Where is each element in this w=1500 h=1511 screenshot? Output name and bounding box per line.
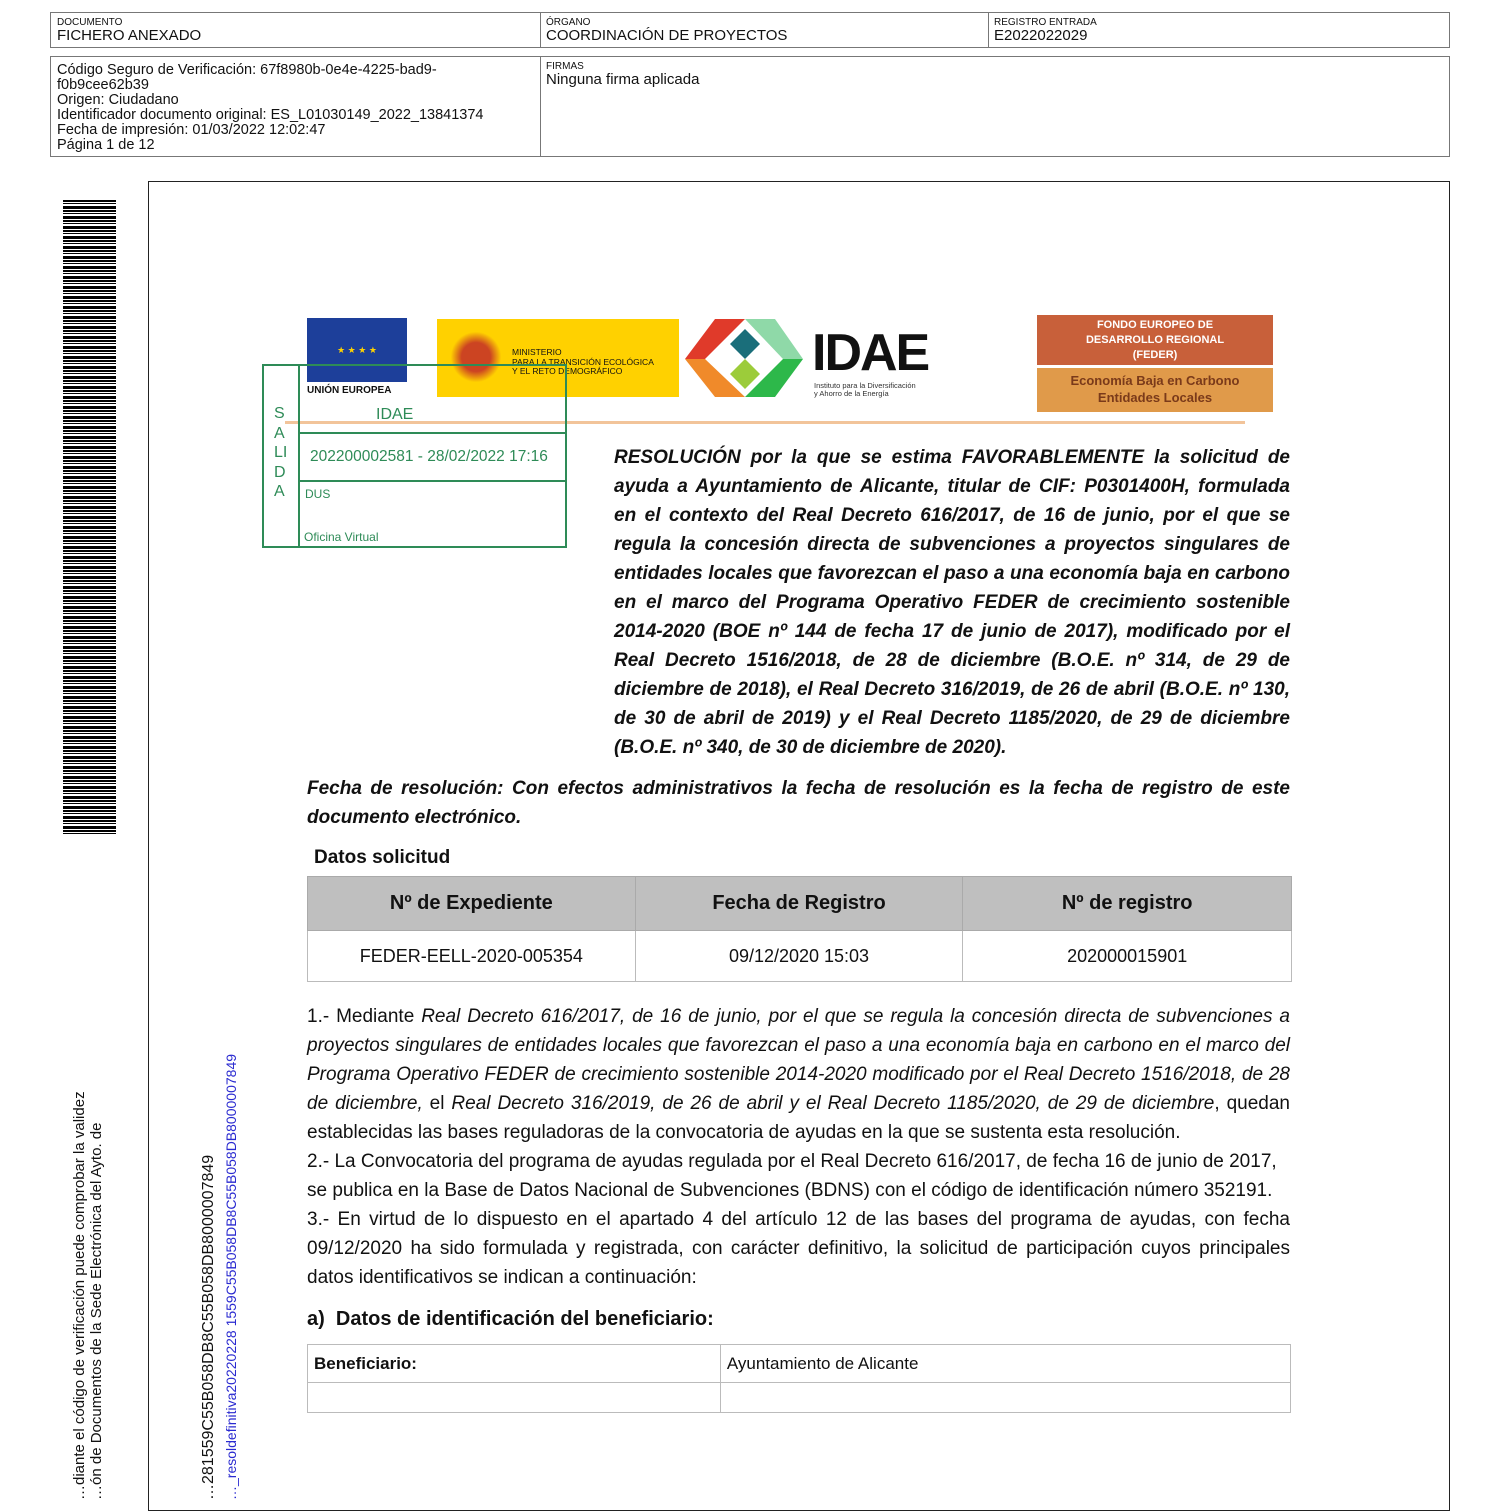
idae-wordmark: IDAE	[812, 324, 929, 382]
identificador: Identificador documento original: ES_L01030149_2022_13841374	[57, 107, 484, 123]
datos-solicitud-table	[307, 876, 1292, 982]
documento-cell	[51, 13, 541, 47]
section-a-title: Datos de identificación del beneficiario:	[335, 1308, 714, 1330]
col-numero-registro: Nº de registro	[963, 877, 1292, 931]
csv-line-1: Código Seguro de Verificación: 67f8980b-0e4e-4225-bad9-	[57, 62, 437, 78]
table-row	[308, 931, 1292, 982]
resolution-title: RESOLUCIÓN por la que se estima FAVORABLEMENTE la solicitud de ayuda a Ayuntamiento de Alicante, titular de CIF: P0301400H, formulada en el contexto del Real Decreto 616/2017, de 16 de junio, por el que se regula la concesión directa de subvenciones a proyectos singulares de entidades locales que favorezcan el paso a una economía baja en carbono en el marco del Programa Operativo FEDER de crecimiento sostenible 2014-2020 (BOE nº 144 de fecha 17 de junio de 2017), modificado por el Real Decreto 1516/2018, de 28 de diciembre (B.O.E. nº 314, de 29 de diciembre de 2018), el Real Decreto 316/2019, de 26 de abril (B.O.E. nº 130, de 30 de abril de 2019) y el Real Decreto 1185/2020, de 29 de diciembre (B.O.E. nº 340, de 30 de diciembre de 2020).	[614, 447, 1290, 758]
col-expediente: Nº de Expediente	[308, 877, 636, 931]
stamp-number: 202200002581 - 28/02/2022 17:16	[310, 448, 548, 465]
idae-logo	[685, 319, 935, 399]
feder-line-5: Entidades Locales	[1097, 390, 1213, 405]
ministerio-line-3: Y EL RETO DEMOGRÁFICO	[512, 366, 623, 376]
stamp-letters: SALIDA	[274, 405, 288, 500]
paragraph-1	[307, 1002, 1290, 1147]
organo-cell	[540, 13, 990, 47]
fecha-resolucion: Fecha de resolución: Con efectos administrativos la fecha de resolución es la fecha de registro de este documento electrónico.	[307, 778, 1290, 828]
csv-cell	[51, 59, 541, 157]
idae-sub-2: y Ahorro de la Energía	[814, 389, 889, 398]
firmas-cell	[540, 57, 705, 91]
fecha-impresion: Fecha de impresión: 01/03/2022 12:02:47	[57, 122, 326, 138]
p1-c: el	[422, 1093, 452, 1114]
section-a-marker: a)	[307, 1308, 325, 1330]
stamp-office: Oficina Virtual	[304, 530, 379, 544]
documento-value: FICHERO ANEXADO	[57, 27, 202, 44]
eu-flag-icon: ★ ★ ★ ★	[307, 318, 407, 382]
firmas-value: Ninguna firma aplicada	[546, 71, 700, 88]
pagina: Página 1 de 12	[57, 137, 155, 153]
organo-label: ÓRGANO	[546, 17, 591, 28]
col-fecha-registro: Fecha de Registro	[635, 877, 963, 931]
paragraph-2: 2.- La Convocatoria del programa de ayudas regulada por el Real Decreto 616/2017, de fecha 16 de junio de 2017, se publica en la Base de Datos Nacional de Subvenciones (BDNS) con el código de identificación número 352191.	[307, 1151, 1277, 1201]
beneficiario-table	[307, 1344, 1291, 1413]
cell-fecha-registro: 09/12/2020 15:03	[635, 931, 963, 982]
verify-text-1: …diante el código de verificación puede comprobar la validez	[71, 1091, 88, 1500]
eu-label: UNIÓN EUROPEA	[307, 385, 392, 396]
p1-d: Real Decreto 316/2019, de 26 de abril y el Real Decreto 1185/2020, de 29 de diciembre	[451, 1093, 1215, 1114]
idae-mark-icon	[685, 319, 803, 399]
p1-b: Real Decreto 616/2017, de 16 de junio, por el que se regula la concesión directa de subvenciones a proyectos singulares de entidades locales que favorezcan el paso a una economía baja en carbono en el marco del Programa Operativo FEDER de crecimiento sostenible 2014-2020 modificado por el Real Decreto 1516/2018, de 28 de diciembre,	[307, 1006, 1290, 1114]
registro-value: E2022022029	[994, 27, 1088, 44]
document-code: …281559C55B058DB8C55B058DB8000007849	[200, 1154, 217, 1500]
stamp-unit: DUS	[305, 487, 331, 501]
beneficiario-value: Ayuntamiento de Alicante	[720, 1345, 1290, 1383]
feder-line-2: DESARROLLO REGIONAL	[1085, 334, 1225, 346]
firmas-label: FIRMAS	[546, 61, 584, 72]
ministerio-line-2: PARA LA TRANSICIÓN ECOLÓGICA	[512, 356, 654, 367]
feder-line-3: (FEDER)	[1132, 349, 1178, 361]
feder-logo	[1037, 315, 1273, 412]
document-body	[307, 443, 1290, 1413]
cell-expediente: FEDER-EELL-2020-005354	[308, 931, 636, 982]
stamp-org: IDAE	[376, 406, 414, 423]
verify-text-2: …ón de Documentos de la Sede Electrónica del Ayto. de	[88, 1122, 105, 1500]
csv-line-2: f0b9cee62b39	[57, 77, 149, 93]
paragraph-3: 3.- En virtud de lo dispuesto en el apartado 4 del artículo 12 de las bases del programa de ayudas, con fecha 09/12/2020 ha sido formulada y registrada, con carácter definitivo, la solicitud de participación cuyos principales datos identificativos se indican a continuación:	[307, 1209, 1290, 1288]
table-row	[308, 1345, 1291, 1383]
registro-cell	[988, 13, 1103, 47]
feder-line-1: FONDO EUROPEO DE	[1096, 319, 1214, 331]
header-row-1	[50, 12, 1450, 48]
registro-label: REGISTRO ENTRADA	[994, 17, 1097, 28]
p1-a: 1.- Mediante	[307, 1006, 422, 1027]
organo-value: COORDINACIÓN DE PROYECTOS	[546, 27, 788, 44]
p1-e: , quedan establecidas las bases reguladoras de la convocatoria de ayudas en la que se sustenta esta resolución.	[307, 1093, 1290, 1143]
section-a-heading	[307, 1306, 1290, 1332]
origen: Origen: Ciudadano	[57, 92, 179, 108]
header-row-2	[50, 56, 1450, 157]
feder-line-4: Economía Baja en Carbono	[1070, 373, 1240, 388]
ministerio-line-1: MINISTERIO	[512, 347, 562, 357]
documento-label: DOCUMENTO	[57, 17, 123, 28]
datos-solicitud-heading: Datos solicitud	[314, 847, 451, 868]
beneficiario-label: Beneficiario:	[308, 1345, 721, 1383]
barcode	[63, 200, 116, 836]
cell-numero-registro: 202000015901	[963, 931, 1292, 982]
document-link[interactable]: …_resoldefinitiva20220228 1559C55B058DB8C55B058DB8000007849	[223, 1053, 239, 1500]
idae-sub-1: Instituto para la Diversificación	[814, 381, 916, 390]
